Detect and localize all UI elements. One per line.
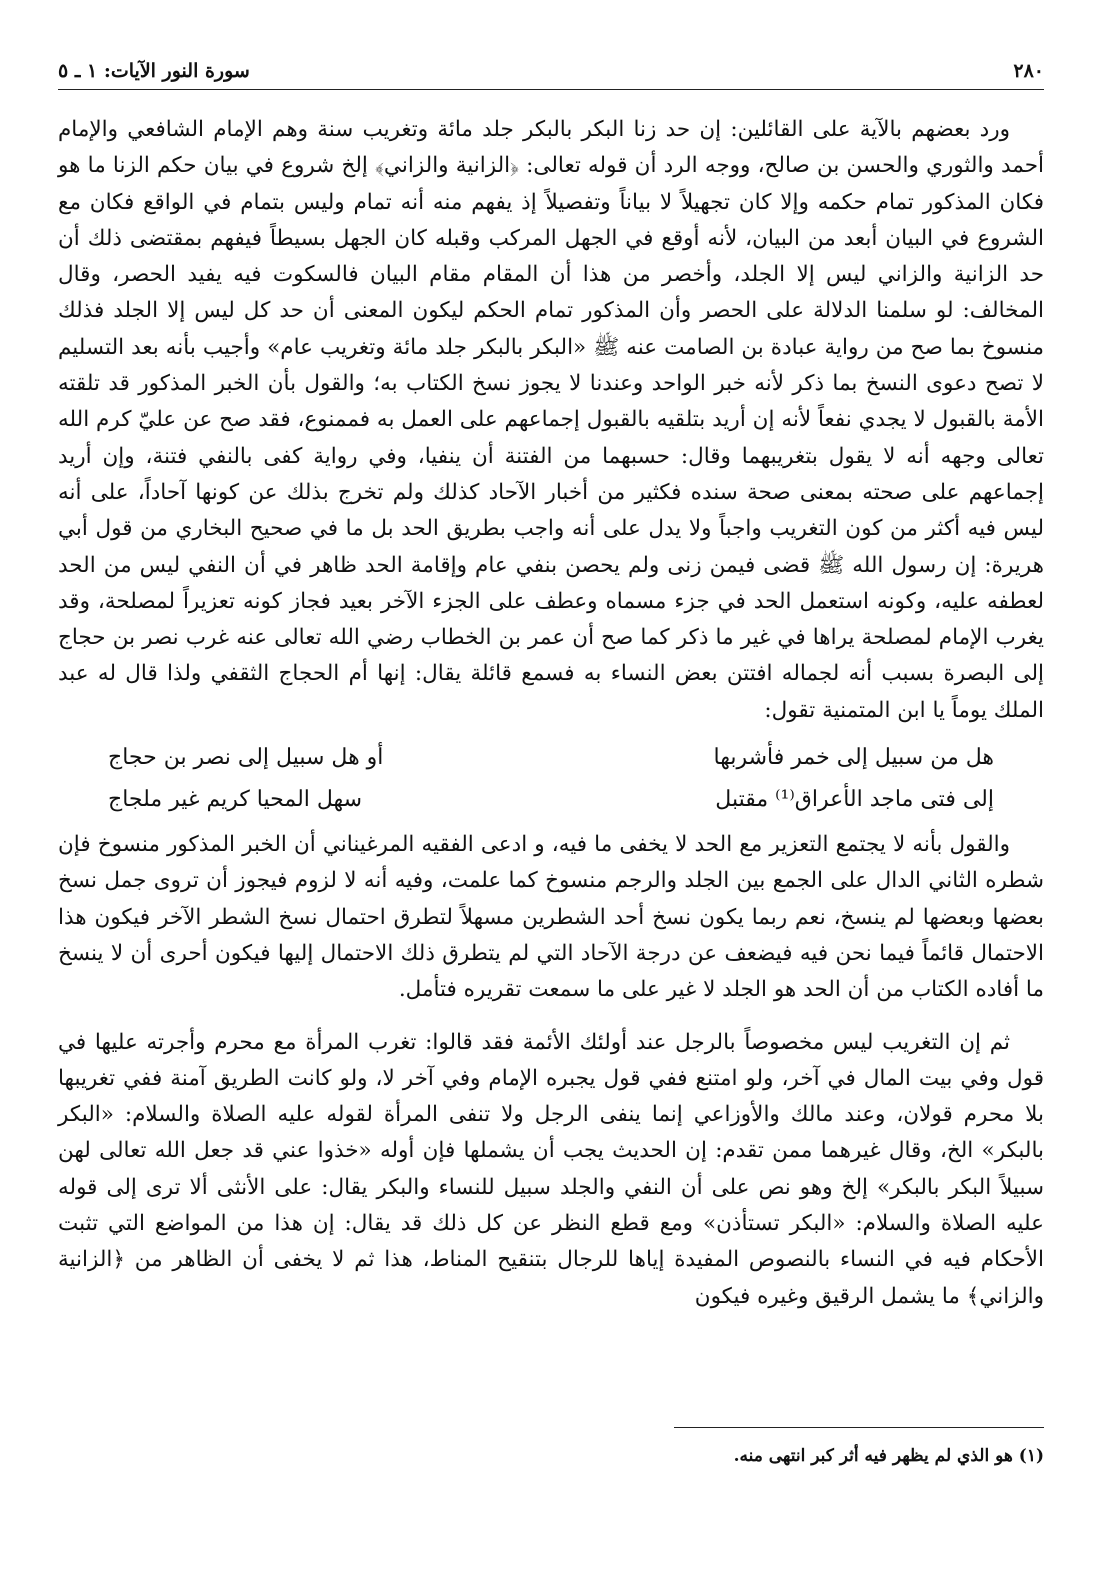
paragraph-2: والقول بأنه لا يجتمع التعزير مع الحد لا يخفى ما فيه، و ادعى الفقيه المرغيناني أن الخبر المذكور منسوخ فإن شطره الثاني الدال على الجمع بين الجلد والرجم منسوخ كما علمت، وفيه أنه لا لزوم فيجوز أن تروى جمل نسخ بعضها وبعضها لم ينسخ، نعم ربما يكون نسخ أحد الشطرين مسهلاً لتطرق احتمال نسخ الشطر الآخر فيكون هذا الاحتمال قائماً فيما نحن فيه فيضعف عن درجة الآحاد التي لم يتطرق ذلك الاحتمال إليها فيكون أحرى أن لا ينسخ ما أفاده الكتاب من أن الحد هو الجلد لا غير على ما سمعت تقريره فتأمل.	[58, 832, 1045, 1003]
verse-hemistich-first: هل من سبيل إلى خمر فأشربها	[713, 745, 994, 771]
verse-hemistich-second: سهل المحيا كريم غير ملجاج	[108, 787, 363, 813]
verse-line	[108, 779, 994, 821]
poem-verses	[108, 737, 994, 821]
paragraph-3: ثم إن التغريب ليس مخصوصاً بالرجل عند أولئك الأئمة فقد قالوا: تغرب المرأة مع محرم وأجرته عليها في قول وفي بيت المال في آخر، ولو امتنع ففي قول يجبره الإمام وفي آخر لا، ولو كانت الطريق آمنة ففي تغريبها بلا محرم قولان، وعند مالك والأوزاعي إنما ينفى الرجل ولا تنفى المرأة لقوله عليه الصلاة والسلام: «البكر بالبكر» الخ، وقال غيرهما ممن تقدم: إن الحديث يجب أن يشملها فإن أوله «خذوا عني قد جعل الله تعالى لهن سبيلاً البكر بالبكر» إلخ وهو نص على أن النفي والجلد سبيل للنساء والبكر يقال: على الأنثى ألا ترى إلى قوله عليه الصلاة والسلام: «البكر تستأذن» ومع قطع النظر عن كل ذلك قد يقال: إن هذا من المواضع التي تثبت الأحكام فيه في النساء بالنصوص المفيدة إياها للرجال بتنقيح المناط، هذا ثم لا يخفى أن الظاهر من ﴿الزانية والزاني﴾ ما يشمل الرقيق وغيره فيكون	[58, 1029, 1044, 1309]
paragraph-1: ورد بعضهم بالآية على القائلين: إن حد زنا البكر بالبكر جلد مائة وتغريب سنة وهم الإمام الشافعي والإمام أحمد والثوري والحسن بن صالح، ووجه الرد أن قوله تعالى: ﴿الزانية والزاني﴾ إلخ شروع في بيان حكم الزنا ما هو فكان المذكور تمام حكمه وإلا كان تجهيلاً لا بياناً وتفصيلاً إذ يفهم منه أنه تمام وليس بتمام في الواقع فكان مع الشروع في البيان أبعد من البيان، لأنه أوقع في الجهل المركب وقبله كان الجهل بسيطاً فيفهم بمقتضى ذلك أن حد الزانية والزاني ليس إلا الجلد، وأخصر من هذا أن المقام مقام البيان فالسكوت فيه يفيد الحصر، وقال المخالف: لو سلمنا الدلالة على الحصر وأن المذكور تمام الحكم ليكون المعنى أن حد كل ليس إلا الجلد فذلك منسوخ بما صح من رواية عبادة بن الصامت عنه ﷺ «البكر بالبكر جلد مائة وتغريب عام» وأجيب بأنه بعد التسليم لا تصح دعوى النسخ بما ذكر لأنه خبر الواحد وعندنا لا يجوز نسخ الكتاب به؛ والقول بأن الخبر المذكور قد تلقته الأمة بالقبول لا يجدي نفعاً لأنه إن أريد بتلقيه بالقبول إجماعهم على العمل به فممنوع، فقد صح عن عليّ كرم الله تعالى وجهه أنه لا يقول بتغريبهما وقال: حسبهما من الفتنة أن ينفيا، وفي رواية كفى بالنفي فتنة، وإن أريد إجماعهم على صحته بمعنى صحة سنده فكثير من أخبار الآحاد كذلك ولم تخرج بذلك عن كونها آحاداً، على أنه ليس فيه أكثر من كون التغريب واجباً ولا يدل على أنه واجب بطريق الحد بل ما في صحيح البخاري من قول أبي هريرة: إن رسول الله ﷺ قضى فيمن زنى ولم يحصن بنفي عام وإقامة الحد ظاهر في أن النفي ليس من الحد لعطفه عليه، وكونه استعمل الحد في جزء مسماه وعطف على الجزء الآخر بعيد فجاز كونه تعزيراً لمصلحة، وقد يغرب الإمام لمصلحة يراها في غير ما ذكر كما صح أن عمر بن الخطاب رضي الله تعالى عنه غرب نصر بن حجاج إلى البصرة بسبب أنه لجماله افتتن بعض النساء به فسمع قائلة يقال: إنها أم الحجاج الثقفي ولذا قال له عبد الملك يوماً يا ابن المتمنية تقول:	[58, 117, 1045, 723]
verse-hemistich-second: أو هل سبيل إلى نصر بن حجاج	[108, 745, 384, 771]
verse-hemistich-first: إلى فتى ماجد الأعراق⁽¹⁾ مقتبل	[715, 787, 994, 813]
page-title: سورة النور الآيات: ١ ـ ٥	[58, 60, 250, 82]
page-number: ٢٨٠	[1013, 60, 1044, 82]
running-header	[58, 56, 1044, 86]
header-divider	[58, 89, 1044, 90]
verse-line	[108, 737, 994, 779]
footnote-divider	[674, 1427, 1044, 1428]
footnote: (١) هو الذي لم يظهر فيه أثر كبر انتهى منه.	[733, 1446, 1044, 1466]
body-text	[58, 112, 1044, 1315]
